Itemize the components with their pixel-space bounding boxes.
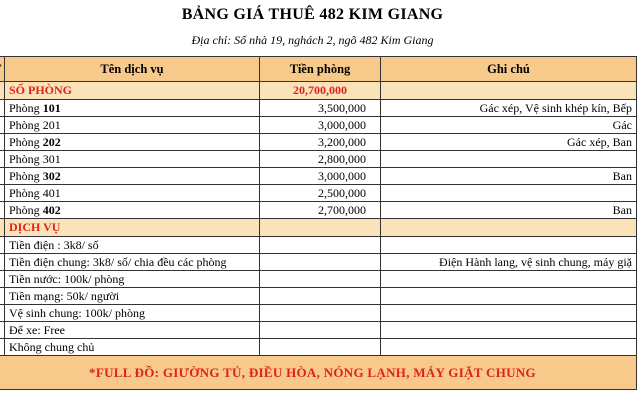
- room-note: Ban: [381, 168, 637, 185]
- room-prefix: Phòng: [9, 203, 43, 217]
- section-price-cell: [260, 219, 381, 237]
- service-text: Tiền điện : 3k8/ số: [5, 237, 260, 254]
- service-note: Điện Hành lang, vệ sinh chung, máy giặ: [381, 254, 637, 271]
- service-price-cell: [260, 339, 381, 356]
- service-text: Để xe: Free: [5, 322, 260, 339]
- room-note: Gác: [381, 117, 637, 134]
- room-row: [0, 117, 637, 134]
- service-note: [381, 339, 637, 356]
- room-note: Gác xép, Vệ sinh khép kín, Bếp: [381, 100, 637, 117]
- room-number: 402: [42, 203, 61, 217]
- room-prefix: Phòng: [9, 135, 43, 149]
- room-row: [0, 185, 637, 202]
- service-note: [381, 271, 637, 288]
- room-prefix: Phòng: [9, 186, 43, 200]
- room-number: 302: [42, 169, 61, 183]
- room-prefix: Phòng: [9, 118, 43, 132]
- room-name: [5, 185, 260, 202]
- room-note: Gác xép, Ban: [381, 134, 637, 151]
- rooms-section-label: SỐ PHÒNG: [5, 82, 260, 100]
- sheet-title: BẢNG GIÁ THUÊ 482 KIM GIANG: [181, 6, 444, 23]
- service-row: [0, 237, 637, 254]
- service-text: Tiền điện chung: 3k8/ số/ chia đều các phòng: [5, 254, 260, 271]
- room-price: 3,500,000: [260, 100, 381, 117]
- service-row: [0, 322, 637, 339]
- room-name: [5, 117, 260, 134]
- service-note: [381, 288, 637, 305]
- footer-row: [0, 356, 637, 390]
- service-note: [381, 305, 637, 322]
- header-row: [0, 57, 637, 82]
- service-row: [0, 271, 637, 288]
- room-number: 401: [42, 186, 61, 200]
- room-note: [381, 151, 637, 168]
- room-row: [0, 100, 637, 117]
- service-row: [0, 339, 637, 356]
- room-prefix: Phòng: [9, 169, 43, 183]
- service-price-cell: [260, 271, 381, 288]
- service-row: [0, 288, 637, 305]
- service-note: [381, 237, 637, 254]
- section-note-cell: [381, 82, 637, 100]
- room-name: [5, 168, 260, 185]
- rooms-section-row: [0, 82, 637, 100]
- room-price: 2,500,000: [260, 185, 381, 202]
- room-row: [0, 151, 637, 168]
- room-number: 201: [42, 118, 61, 132]
- service-note: [381, 322, 637, 339]
- room-row: [0, 168, 637, 185]
- service-price-cell: [260, 305, 381, 322]
- service-text: Tiền nước: 100k/ phòng: [5, 271, 260, 288]
- room-name: [5, 202, 260, 219]
- rooms-total: 20,700,000: [260, 82, 381, 100]
- service-row: [0, 254, 637, 271]
- price-table: [0, 56, 637, 390]
- service-text: Vệ sinh chung: 100k/ phòng: [5, 305, 260, 322]
- services-section-label: DỊCH VỤ: [5, 219, 260, 237]
- room-price: 2,800,000: [260, 151, 381, 168]
- service-price-cell: [260, 237, 381, 254]
- room-row: [0, 202, 637, 219]
- service-price-cell: [260, 288, 381, 305]
- room-price: 3,000,000: [260, 117, 381, 134]
- room-prefix: Phòng: [9, 101, 43, 115]
- footer-note: *FULL ĐỒ: GIƯỜNG TỦ, ĐIỀU HÒA, NÓNG LẠNH, MÁY GIẶT CHUNG: [0, 356, 637, 390]
- service-price-cell: [260, 254, 381, 271]
- header-service: Tên dịch vụ: [5, 57, 260, 82]
- service-price-cell: [260, 322, 381, 339]
- room-number: 202: [42, 135, 61, 149]
- room-prefix: Phòng: [9, 152, 43, 166]
- service-row: [0, 305, 637, 322]
- header-price: Tiền phòng: [260, 57, 381, 82]
- section-note-cell: [381, 219, 637, 237]
- room-price: 3,000,000: [260, 168, 381, 185]
- room-number: 101: [42, 101, 61, 115]
- sheet-address: Địa chỉ: Số nhà 19, nghách 2, ngõ 482 Kim Giang: [191, 33, 434, 47]
- service-text: Không chung chủ: [5, 339, 260, 356]
- services-section-row: [0, 219, 637, 237]
- room-name: [5, 134, 260, 151]
- room-name: [5, 151, 260, 168]
- service-text: Tiền mạng: 50k/ người: [5, 288, 260, 305]
- header-note: Ghi chú: [381, 57, 637, 82]
- room-note: Ban: [381, 202, 637, 219]
- room-price: 2,700,000: [260, 202, 381, 219]
- room-name: [5, 100, 260, 117]
- room-row: [0, 134, 637, 151]
- room-number: 301: [42, 152, 61, 166]
- room-price: 3,200,000: [260, 134, 381, 151]
- room-note: [381, 185, 637, 202]
